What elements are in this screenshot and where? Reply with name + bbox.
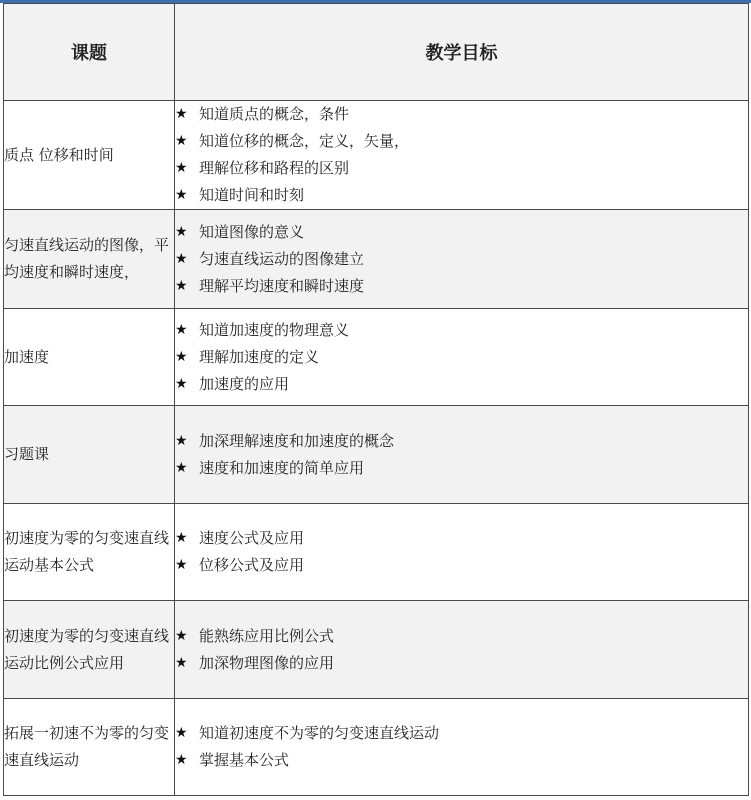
goal-item [175, 155, 748, 182]
table-row [4, 406, 749, 504]
goal-item [175, 747, 748, 774]
lesson-goals-cell [175, 101, 749, 210]
star-bullet-icon: ★ [175, 432, 188, 449]
goal-text: 能熟练应用比例公式 [199, 626, 335, 645]
lesson-topic-cell: 质点 位移和时间 [4, 101, 175, 210]
lesson-topic-cell: 初速度为零的匀变速直线运动比例公式应用 [4, 601, 175, 699]
goal-text: 知道质点的概念，条件 [199, 105, 350, 123]
goal-item [175, 219, 748, 246]
table-row [4, 210, 749, 309]
lesson-goals-cell [175, 210, 749, 309]
table-row [4, 699, 749, 796]
goal-text: 速度和加速度的简单应用 [199, 458, 365, 477]
goal-text: 理解加速度的定义 [199, 347, 320, 366]
goal-text: 加深理解速度和加速度的概念 [199, 431, 395, 450]
table-row [4, 101, 749, 210]
star-bullet-icon: ★ [175, 557, 188, 573]
star-bullet-icon: ★ [175, 250, 188, 267]
star-bullet-icon: ★ [175, 530, 188, 546]
star-bullet-icon: ★ [175, 752, 188, 768]
goal-text: 理解平均速度和瞬时速度 [199, 276, 365, 295]
star-bullet-icon: ★ [175, 223, 188, 240]
star-bullet-icon: ★ [175, 375, 188, 392]
lesson-goals-cell [175, 406, 749, 504]
table-row [4, 309, 749, 406]
goal-text: 速度公式及应用 [199, 529, 305, 547]
star-bullet-icon: ★ [175, 654, 188, 671]
goal-column-header: 教学目标 [175, 4, 749, 101]
goal-item [175, 344, 748, 371]
goal-item [175, 552, 748, 579]
star-bullet-icon: ★ [175, 459, 188, 476]
topic-column-header: 课题 [4, 4, 175, 101]
lesson-goals-cell [175, 601, 749, 699]
goal-item [175, 428, 748, 455]
goal-item [175, 182, 748, 209]
goal-item [175, 317, 748, 344]
goal-item [175, 246, 748, 273]
goal-item [175, 525, 748, 552]
goal-text: 掌握基本公式 [199, 751, 290, 769]
lesson-objectives-table [3, 3, 749, 796]
star-bullet-icon: ★ [175, 348, 188, 365]
goal-item [175, 720, 748, 747]
star-bullet-icon: ★ [175, 160, 188, 176]
lesson-goals-cell [175, 309, 749, 406]
goal-item [175, 623, 748, 650]
goal-item [175, 128, 748, 155]
goal-text: 知道加速度的物理意义 [199, 320, 350, 339]
goal-text: 知道图像的意义 [199, 222, 305, 241]
goal-item [175, 650, 748, 677]
table-header-row [4, 4, 749, 101]
goal-text: 知道位移的概念，定义，矢量， [199, 132, 410, 150]
goal-text: 加深物理图像的应用 [199, 653, 335, 672]
star-bullet-icon: ★ [175, 627, 188, 644]
lesson-topic-cell: 拓展一初速不为零的匀变速直线运动 [4, 699, 175, 796]
lesson-topic-cell: 加速度 [4, 309, 175, 406]
goal-text: 知道时间和时刻 [199, 186, 305, 204]
lesson-topic-cell: 习题课 [4, 406, 175, 504]
table-body [4, 101, 749, 796]
lesson-goals-cell [175, 504, 749, 601]
star-bullet-icon: ★ [175, 187, 188, 203]
goal-text: 知道初速度不为零的匀变速直线运动 [199, 724, 440, 742]
goal-item [175, 371, 748, 398]
table-row [4, 504, 749, 601]
star-bullet-icon: ★ [175, 725, 188, 741]
lesson-topic-cell: 初速度为零的匀变速直线运动基本公式 [4, 504, 175, 601]
goal-item [175, 101, 748, 128]
goal-text: 位移公式及应用 [199, 556, 305, 574]
table-row [4, 601, 749, 699]
star-bullet-icon: ★ [175, 321, 188, 338]
goal-item [175, 273, 748, 300]
star-bullet-icon: ★ [175, 133, 188, 149]
goal-text: 匀速直线运动的图像建立 [199, 249, 365, 268]
lesson-topic-cell: 匀速直线运动的图像，平均速度和瞬时速度， [4, 210, 175, 309]
goal-text: 加速度的应用 [199, 374, 290, 393]
goal-text: 理解位移和路程的区别 [199, 159, 350, 177]
star-bullet-icon: ★ [175, 277, 188, 294]
lesson-goals-cell [175, 699, 749, 796]
star-bullet-icon: ★ [175, 106, 188, 122]
goal-item [175, 455, 748, 482]
